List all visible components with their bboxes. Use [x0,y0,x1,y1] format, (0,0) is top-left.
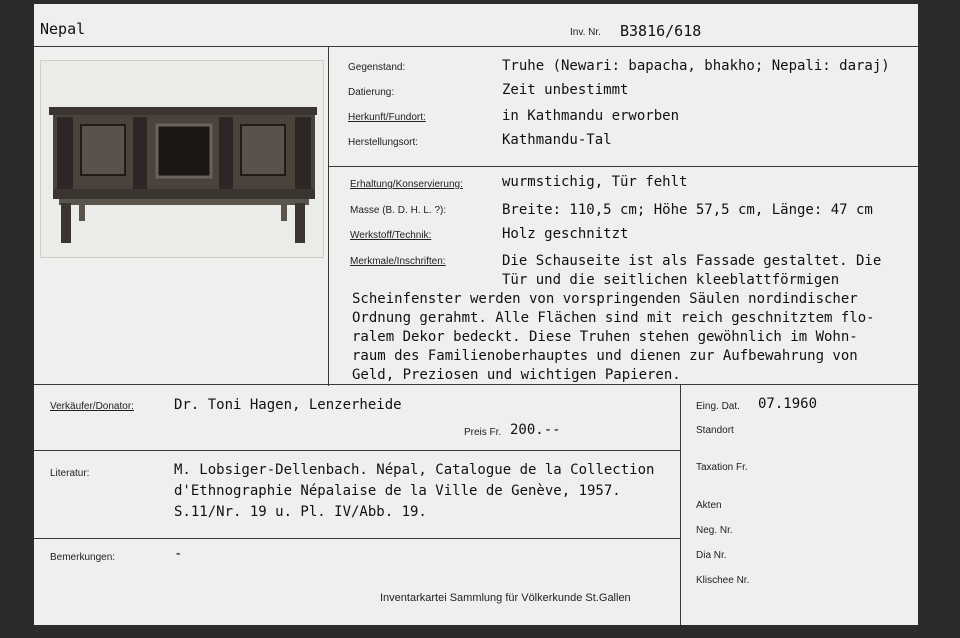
herstellungsort-label: Herstellungsort: [348,137,419,148]
bemerkungen-label: Bemerkungen: [50,552,116,563]
literatur-label: Literatur: [50,468,90,479]
divider [34,384,918,385]
erhaltung-label: Erhaltung/Konservierung: [350,179,463,190]
werkstoff-value: Holz geschnitzt [502,226,629,242]
description-line: Die Schauseite ist als Fassade gestaltet. Die [502,253,882,269]
description-rest-lines [352,290,912,385]
taxation-label: Taxation Fr. [696,462,748,473]
klischee-nr-label: Klischee Nr. [696,575,750,586]
region-title: Nepal [40,20,86,38]
literatur-line: S.11/Nr. 19 u. Pl. IV/Abb. 19. [174,504,427,520]
eing-dat-label: Eing. Dat. [696,401,740,412]
description-line: ralem Dekor bedeckt. Diese Truhen stehen gewöhnlich im Wohn- [352,329,858,345]
literatur-line: M. Lobsiger-Dellenbach. Népal, Catalogue de la Collection [174,462,655,478]
datierung-value: Zeit unbestimmt [502,82,629,98]
werkstoff-label: Werkstoff/Technik: [350,230,432,241]
verkaeufer-value: Dr. Toni Hagen, Lenzerheide [174,397,402,413]
verkaeufer-label: Verkäufer/Donator: [50,401,134,412]
eing-dat-value: 07.1960 [758,396,818,412]
footer-text: Inventarkartei Sammlung für Völkerkunde St.Gallen [380,592,631,604]
bemerkungen-value: - [174,546,183,562]
inv-number-label: Inv. Nr. [570,27,601,38]
masse-value: Breite: 110,5 cm; Höhe 57,5 cm, Länge: 47 cm [502,202,873,218]
akten-label: Akten [696,500,722,511]
description-line: Ordnung gerahmt. Alle Flächen sind mit reich geschnitztem flo- [352,310,875,326]
herkunft-value: in Kathmandu erworben [502,108,680,124]
gegenstand-value: Truhe (Newari: bapacha, bhakho; Nepali: daraj) [502,58,890,74]
object-photo [40,60,324,258]
description-first-lines [502,252,912,290]
gegenstand-label: Gegenstand: [348,62,406,73]
masse-label: Masse (B. D. H. L. ?): [350,205,447,216]
description-line: raum des Familienoberhauptes und dienen zur Aufbewahrung von [352,348,858,364]
standort-label: Standort [696,425,734,436]
neg-nr-label: Neg. Nr. [696,525,733,536]
divider [680,384,681,625]
divider [328,166,918,167]
divider [34,46,918,47]
description-line: Tür und die seitlichen kleeblattförmigen [502,272,840,288]
erhaltung-value: wurmstichig, Tür fehlt [502,174,688,190]
datierung-label: Datierung: [348,87,395,98]
description-line: Geld, Preziosen und wichtigen Papieren. [352,367,681,383]
literatur-line: d'Ethnographie Népalaise de la Ville de Genève, 1957. [174,483,621,499]
preis-value: 200.-- [510,422,561,438]
inventory-card [34,4,918,625]
inv-number: B3816/618 [620,22,702,40]
dia-nr-label: Dia Nr. [696,550,727,561]
divider [34,450,680,451]
merkmale-label: Merkmale/Inschriften: [350,256,446,267]
description-line: Scheinfenster werden von vorspringenden Säulen nordindischer [352,291,858,307]
preis-label: Preis Fr. [464,427,502,438]
herstellungsort-value: Kathmandu-Tal [502,132,612,148]
herkunft-label: Herkunft/Fundort: [348,112,426,123]
chest-image [41,61,323,257]
divider [328,46,329,386]
divider [34,538,680,539]
